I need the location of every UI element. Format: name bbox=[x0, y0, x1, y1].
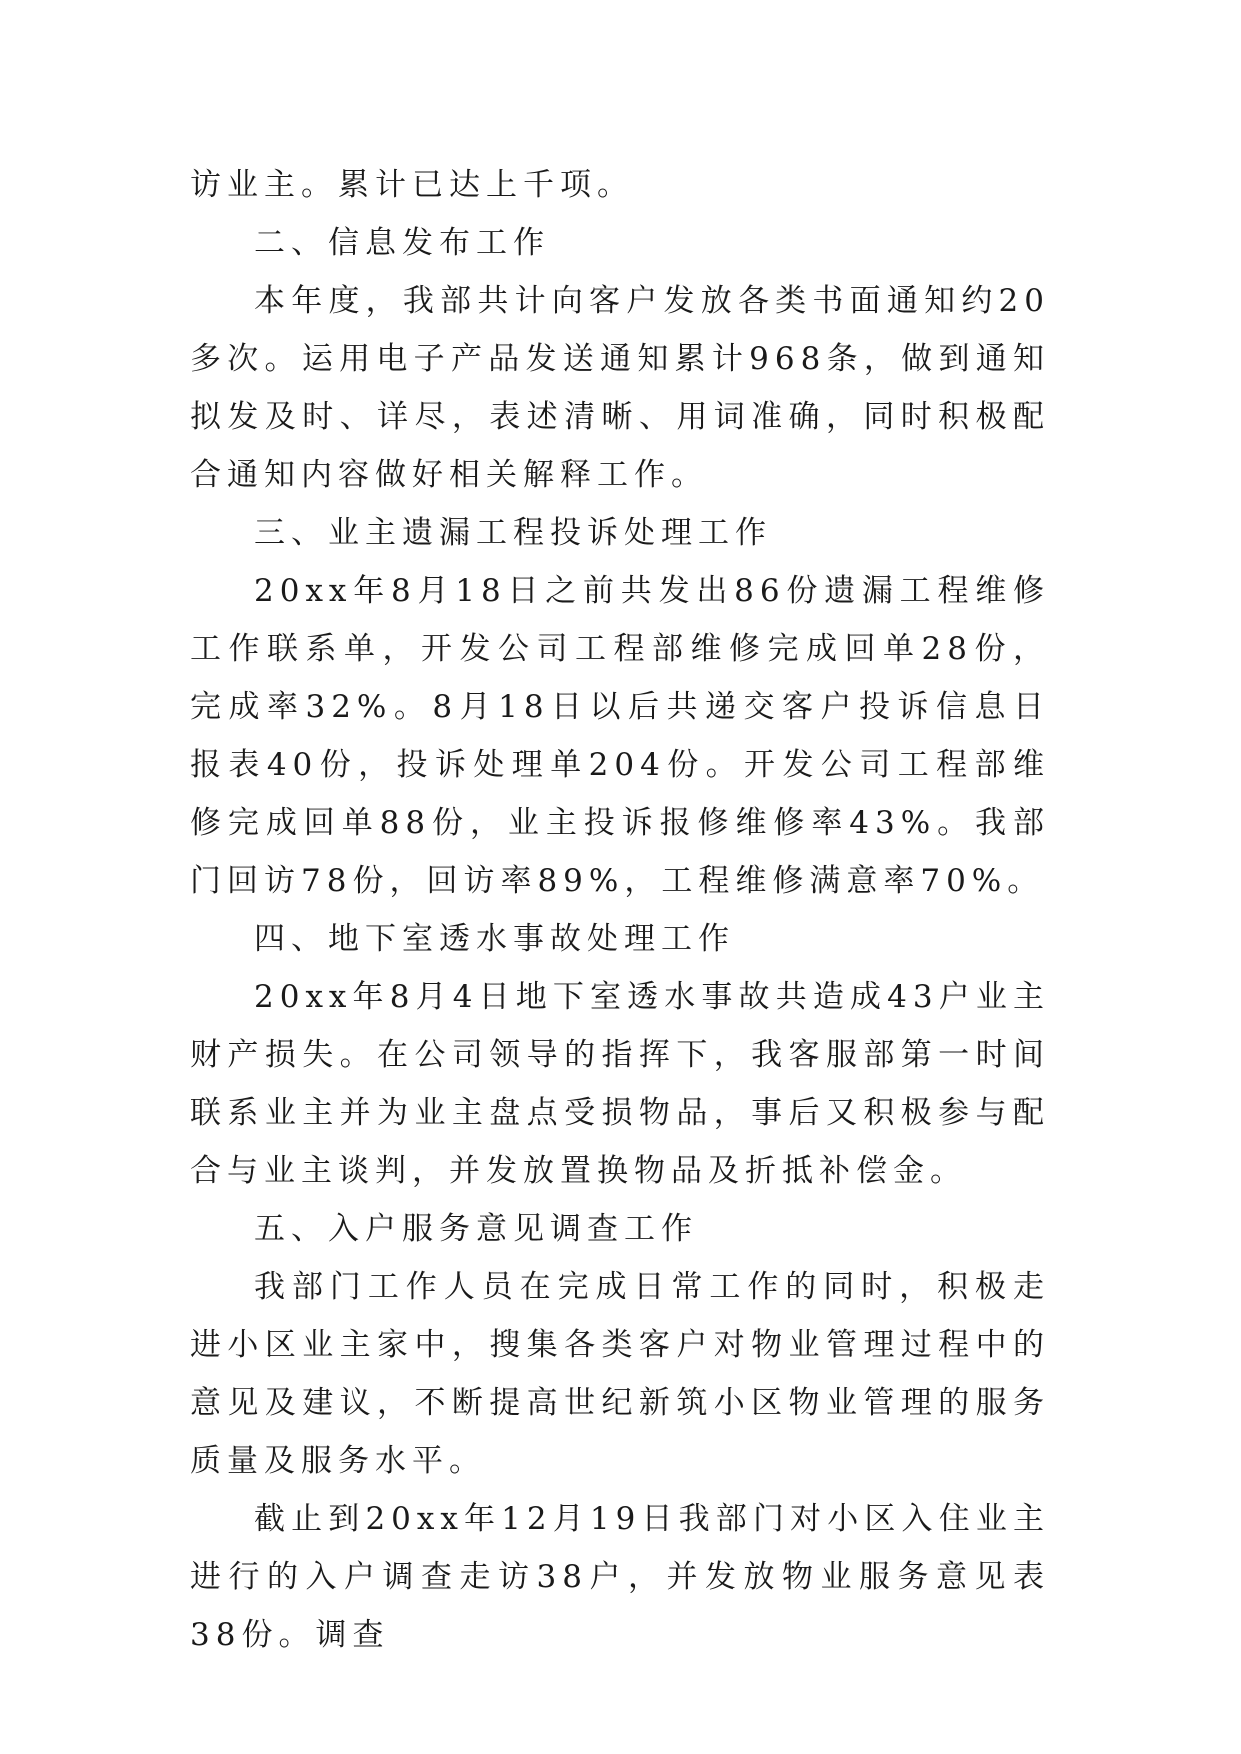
paragraph-basement-flood: 20xx年8月4日地下室透水事故共造成43户业主财产损失。在公司领导的指挥下，我客服部第一时间联系业主并为业主盘点受损物品，事后又积极参与配合与业主谈判，并发放置换物品及折抵补偿金。 bbox=[190, 979, 1050, 1189]
heading-basement-flood: 四、地下室透水事故处理工作 bbox=[254, 921, 735, 957]
paragraph-survey: 我部门工作人员在完成日常工作的同时，积极走进小区业主家中，搜集各类客户对物业管理过程中的意见及建议，不断提高世纪新筑小区物业管理的服务质量及服务水平。 bbox=[190, 1269, 1050, 1479]
paragraph-continuation: 访业主。累计已达上千项。 bbox=[190, 167, 634, 203]
paragraph-survey-stats: 截止到20xx年12月19日我部门对小区入住业主进行的入户调查走访38户，并发放物业服务意见表38份。调查 bbox=[190, 1501, 1050, 1653]
document-body bbox=[190, 156, 1050, 1664]
paragraph-complaint-handling: 20xx年8月18日之前共发出86份遗漏工程维修工作联系单，开发公司工程部维修完成回单28份，完成率32%。8月18日以后共递交客户投诉信息日报表40份，投诉处理单204份。开发公司工程部维修完成回单88份，业主投诉报修维修率43%。我部门回访78份，回访率89%，工程维修满意率70%。 bbox=[190, 573, 1050, 899]
paragraph-info-release: 本年度，我部共计向客户发放各类书面通知约20多次。运用电子产品发送通知累计968条，做到通知拟发及时、详尽，表述清晰、用词准确，同时积极配合通知内容做好相关解释工作。 bbox=[190, 283, 1050, 493]
heading-survey: 五、入户服务意见调查工作 bbox=[254, 1211, 698, 1247]
heading-info-release: 二、信息发布工作 bbox=[254, 225, 550, 261]
heading-complaint-handling: 三、业主遗漏工程投诉处理工作 bbox=[254, 515, 772, 551]
